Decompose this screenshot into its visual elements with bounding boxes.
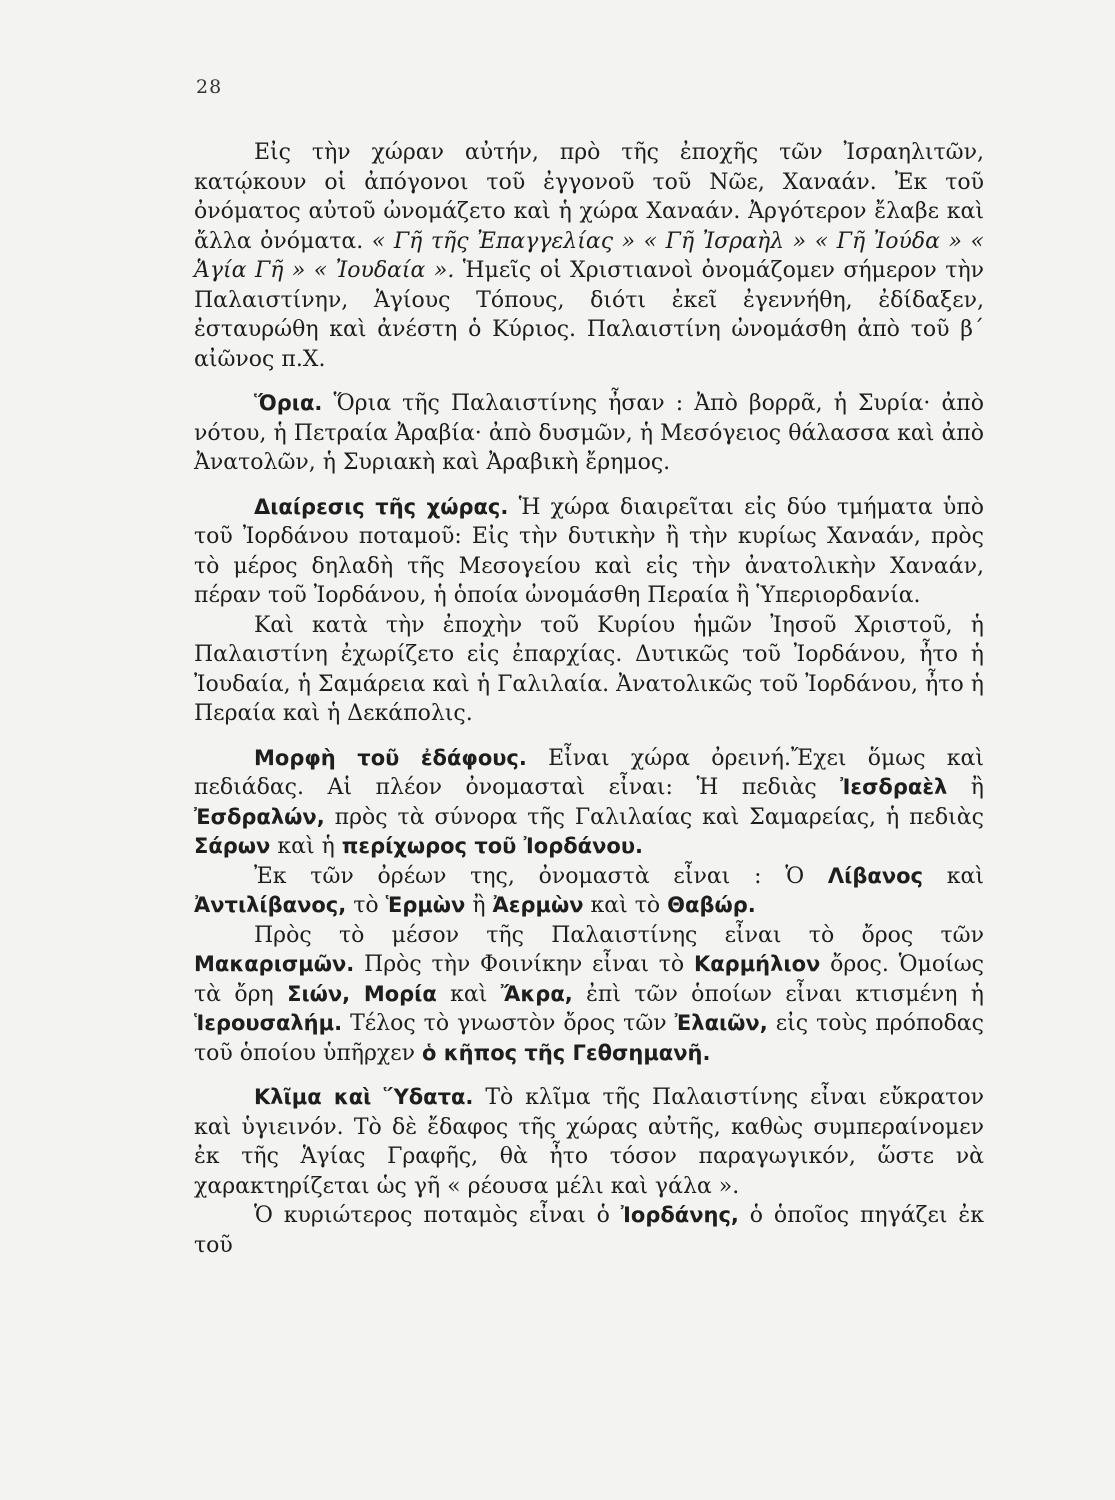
bold-term: Ἄκρα,	[500, 981, 573, 1006]
text: καὶ ἡ	[270, 834, 342, 859]
bold-term: Ἀερμὼν	[492, 893, 584, 917]
text: Τὸ κλῖμα τῆς Παλαιστίνης εἶναι εὔκρατον καὶ ὑγιεινόν. Τὸ δὲ ἔδαφος τῆς χώρας αὐτῆς, καθὼς συμπεραίνομεν ἐκ τῆς Ἁγίας Γραφῆς, θὰ ἦτο τόσον παραγωγικόν, ὥστε νὰ χαρακτηρίζεται ὡς γῆ « ρέουσα μέλι καὶ γάλα ».	[194, 1085, 984, 1199]
paragraph-borders	[194, 389, 984, 478]
bold-term: Ἱερουσαλήμ.	[194, 1011, 343, 1035]
paragraph-climate	[194, 1083, 984, 1201]
section-heading-climate: Κλῖμα καὶ Ὕδατα.	[254, 1085, 474, 1109]
bold-term: Ἑρμὼν	[385, 893, 466, 917]
text: ὄρος. Ὁμοίως τὰ ὄρη	[194, 952, 984, 1007]
paragraph-jordan	[194, 1201, 984, 1260]
text: Ὅρια τῆς Παλαιστίνης ἦσαν : Ἀπὸ βορρᾶ, ἡ Συρία· ἀπὸ νότου, ἡ Πετραία Ἀραβία· ἀπὸ δυσμῶν, ἡ Μεσόγειος θάλασσα καὶ ἀπὸ Ἀνατολῶν, ἡ Συριακὴ καὶ Ἀραβικὴ ἔρημος.	[194, 391, 984, 475]
text: ὁ ὁποῖος πηγάζει ἐκ τοῦ	[194, 1203, 984, 1258]
bold-term: Θαβώρ.	[667, 893, 756, 917]
text: Πρὸς τὸ μέσον τῆς Παλαιστίνης εἶναι τὸ ὄρος τῶν	[254, 922, 984, 948]
names-italic: « Γῆ τῆς Ἐπαγγελίας » « Γῆ Ἰσραὴλ » « Γῆ Ἰούδα » « Ἁγία Γῆ » « Ἰουδαία ».	[194, 228, 985, 283]
text: πρὸς τὰ σύνορα τῆς Γαλιλαίας καὶ Σαμαρείας, ἡ πεδιὰς	[324, 804, 984, 830]
section-heading-terrain: Μορφὴ τοῦ ἐδάφους.	[254, 745, 527, 770]
text: Ἡμεῖς οἱ Χριστιανοὶ ὀνομάζομεν σήμερον τὴν Παλαιστίνην, Ἁγίους Τόπους, διότι ἐκεῖ ἐγεννήθη, ἐδίδαξεν, ἐσταυρώθη καὶ ἀνέστη ὁ Κύριος. Παλαιστίνη ὠνομάσθη ἀπὸ τοῦ β΄ αἰῶνος π.Χ.	[194, 258, 984, 372]
bold-term: Ἀντιλίβανος,	[194, 893, 347, 917]
text: Τέλος τὸ γνωστὸν ὄρος τῶν	[342, 1011, 675, 1036]
section-heading-division: Διαίρεσις τῆς χώρας.	[254, 494, 509, 519]
section-heading-borders: Ὅρια.	[254, 391, 323, 415]
paragraph-provinces: Καὶ κατὰ τὴν ἐποχὴν τοῦ Κυρίου ἡμῶν Ἰησοῦ Χριστοῦ, ἡ Παλαιστίνη ἐχωρίζετο εἰς ἐπαρχίας. Δυτικῶς τοῦ Ἰορδάνου, ἦτο ἡ Ἰουδαία, ἡ Σαμάρεια καὶ ἡ Γαλιλαία. Ἀνατολικῶς τοῦ Ἰορδάνου, ἦτο ἡ Περαία καὶ ἡ Δεκάπολις.	[194, 612, 984, 726]
bold-term: Ἐλαιῶν,	[674, 1011, 768, 1035]
page-text	[194, 138, 984, 1260]
text: ἐπὶ τῶν ὁποίων εἶναι κτισμένη ἡ	[572, 981, 984, 1007]
text: ἢ	[947, 775, 984, 800]
paragraph-division	[194, 493, 984, 611]
text: καὶ	[436, 981, 501, 1007]
bold-term: Ἰορδάνης,	[620, 1203, 739, 1227]
text: ἢ	[465, 893, 493, 918]
text: Ὁ κυριώτερος ποταμὸς εἶναι ὁ	[254, 1203, 621, 1228]
page-number: 28	[196, 76, 223, 98]
bold-term: Ἰεσδραὲλ	[840, 775, 948, 799]
text: Εἰς τὴν χώραν αὐτήν, πρὸ τῆς ἐποχῆς τῶν Ἰσραηλιτῶν, κατῴκουν οἱ ἀπόγονοι τοῦ ἐγγονοῦ τοῦ Νῶε, Χαναάν. Ἐκ τοῦ ὀνόματος αὐτοῦ ὠνομάζετο καὶ ἡ χώρα Χαναάν. Ἀργότερον ἔλαβε καὶ ἄλλα ὀνόματα.	[194, 140, 984, 254]
text: εἰς τοὺς πρόποδας τοῦ ὁποίου ὑπῆρχεν	[194, 1011, 984, 1066]
text: Εἶναι χώρα ὀρεινή.Ἔχει ὅμως καὶ πεδιάδας. Αἱ πλέον ὀνομασταὶ εἶναι: Ἡ πεδιὰς	[194, 745, 984, 800]
paragraph-canaan	[194, 138, 984, 374]
bold-term: Σάρων	[194, 834, 271, 858]
text: Ἡ χώρα διαιρεῖται εἰς δύο τμήματα ὑπὸ τοῦ Ἰορδάνου ποταμοῦ: Εἰς τὴν δυτικὴν ἢ τὴν κυρίως Χαναάν, πρὸς τὸ μέρος δηλαδὴ τῆς Μεσογείου καὶ εἰς τὴν ἀνατολικὴν Χαναάν, πέραν τοῦ Ἰορδάνου, ἡ ὁποία ὠνομάσθη Περαία ἢ Ὑπεριορδανία.	[194, 494, 984, 608]
paragraph-terrain	[194, 744, 984, 862]
bold-term: Λίβανος	[827, 863, 923, 888]
bold-term: Σιών, Μορία	[287, 981, 437, 1006]
bold-term: Καρμήλιον	[693, 952, 821, 976]
text: Ἐκ τῶν ὀρέων της, ὀνομαστὰ εἶναι : Ὁ	[254, 863, 828, 889]
text: καὶ	[923, 863, 984, 889]
bold-term: Μακαρισμῶν.	[194, 952, 355, 976]
bold-term: Ἐσδραλών,	[194, 804, 325, 829]
bold-term: περίχωρος τοῦ Ἰορδάνου.	[341, 834, 643, 858]
text: τὸ	[346, 893, 386, 918]
bold-term: ὁ κῆπος τῆς Γεθσημανῆ.	[422, 1040, 711, 1065]
paragraph-mountains	[194, 862, 984, 921]
paragraph-mountains-2	[194, 921, 984, 1069]
text: Πρὸς τὴν Φοινίκην εἶναι τὸ	[354, 952, 694, 977]
text: καὶ τὸ	[583, 893, 668, 918]
